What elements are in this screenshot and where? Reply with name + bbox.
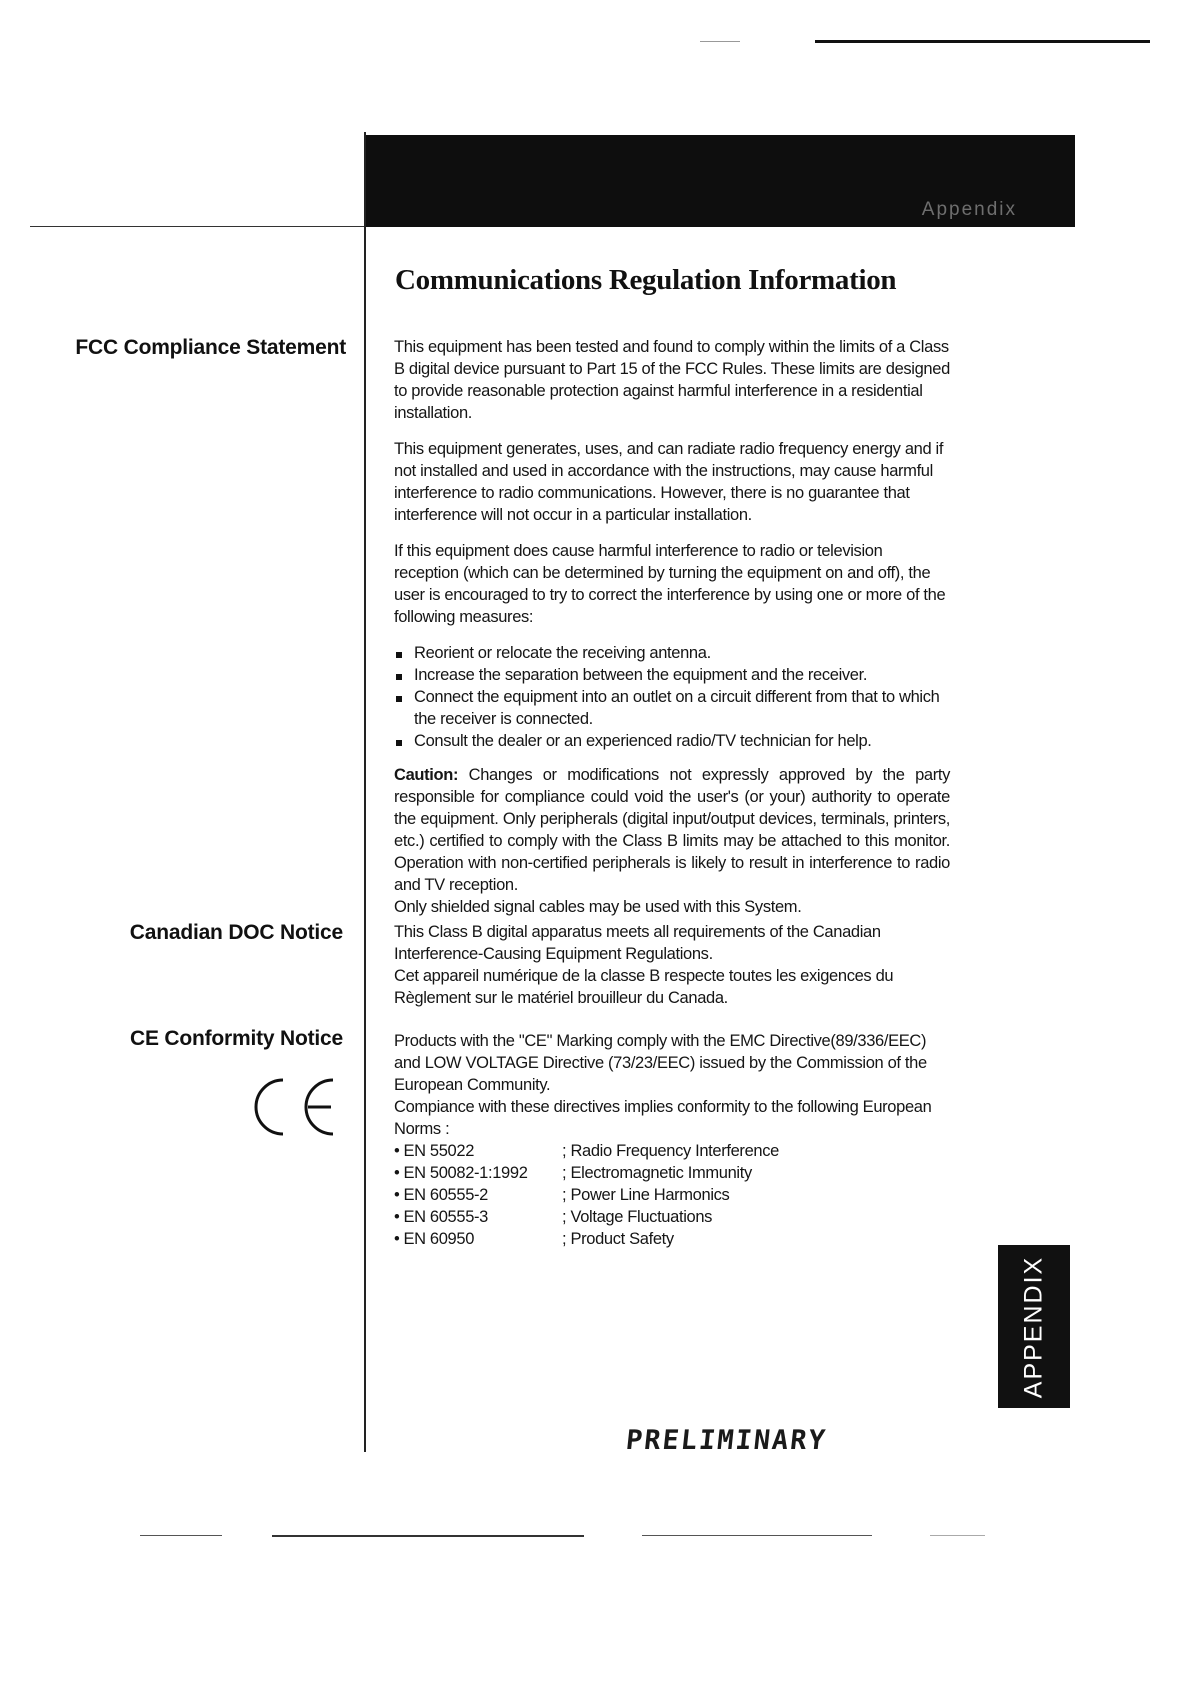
header-rule: [30, 226, 365, 227]
fcc-label: FCC Compliance Statement: [75, 336, 346, 359]
fcc-paragraph-2: This equipment generates, uses, and can radiate radio frequency energy and if not installed and used in accordance with the instructions, may cause harmful interference to radio communications. However, there is no guarantee that interference will not occur in a particular installation.: [394, 440, 944, 524]
ce-paragraph-2: Compiance with these directives implies conformity to the following European Norms :: [394, 1098, 932, 1138]
list-item: • EN 60555-2 ; Power Line Harmonics: [394, 1186, 730, 1204]
list-item: Increase the separation between the equipment and the receiver.: [394, 664, 950, 686]
bullet-square-icon: [396, 652, 402, 658]
doc-french: Cet appareil numérique de la classe B respecte toutes les exigences du Règlement sur le matériel brouilleur du Canada.: [394, 967, 894, 1007]
bullet-square-icon: [396, 696, 402, 702]
doc-english: This Class B digital apparatus meets all requirements of the Canadian Interference-Causing Equipment Regulations.: [394, 923, 881, 963]
caution-label: Caution:: [394, 766, 459, 784]
top-rule: [815, 40, 1150, 43]
page-title: Communications Regulation Information: [395, 264, 897, 296]
caution-text: Changes or modifications not expressly approved by the party responsible for compliance could void the user's (or your) authority to operate the equipment. Only peripherals (digital input/output devices, terminals, printers, etc.) certified to comply with the Class B limits may be attached to this monitor. Operation with non-certified peripherals is likely to result in interference to radio and TV reception.: [394, 766, 950, 894]
ce-label: CE Conformity Notice: [129, 1027, 343, 1050]
list-item: Consult the dealer or an experienced radio/TV technician for help.: [394, 730, 950, 752]
doc-section: [394, 921, 950, 1009]
list-item: • EN 60555-3 ; Voltage Fluctuations: [394, 1208, 713, 1226]
bottom-rule: [140, 1535, 222, 1536]
appendix-tab-label: APPENDIX: [1019, 1255, 1048, 1398]
fcc-section: [394, 336, 950, 918]
column-divider: [364, 132, 366, 1452]
shielded-note: Only shielded signal cables may be used with this System.: [394, 898, 802, 916]
fcc-paragraph-3: If this equipment does cause harmful interference to radio or television reception (which can be determined by turning the equipment on and off), the user is encouraged to try to correct the interference by using one or more of the following measures:: [394, 542, 946, 626]
top-faint-rule: [700, 41, 740, 42]
bottom-rule: [642, 1535, 872, 1536]
list-item: • EN 60950 ; Product Safety: [394, 1230, 674, 1248]
bullet-square-icon: [396, 740, 402, 746]
fcc-paragraph-1: This equipment has been tested and found to comply within the limits of a Class B digital device pursuant to Part 15 of the FCC Rules. These limits are designed to provide reasonable protection against harmful interference in a residential installation.: [394, 338, 950, 422]
ce-section: [394, 1030, 950, 1250]
header-bar: [365, 135, 1075, 227]
list-item: • EN 55022 ; Radio Frequency Interference: [394, 1142, 779, 1160]
bottom-rule: [930, 1535, 985, 1536]
caution-paragraph: [394, 764, 950, 896]
appendix-side-tab: [998, 1245, 1070, 1408]
list-item: • EN 50082-1:1992 ; Electromagnetic Immunity: [394, 1164, 752, 1182]
list-item: Reorient or relocate the receiving antenna.: [394, 642, 950, 664]
ce-paragraph-1: Products with the "CE" Marking comply with the EMC Directive(89/336/EEC) and LOW VOLTAGE Directive (73/23/EEC) issued by the Commission of the European Community.: [394, 1032, 927, 1094]
norms-list: [394, 1140, 950, 1250]
list-item: Connect the equipment into an outlet on a circuit different from that to which the receiver is connected.: [394, 686, 950, 730]
preliminary-stamp: PRELIMINARY: [624, 1425, 829, 1456]
bullet-square-icon: [396, 674, 402, 680]
measures-list: [394, 642, 950, 752]
doc-label: Canadian DOC Notice: [129, 921, 343, 944]
header-tab-text: Appendix: [921, 199, 1017, 220]
ce-logo: [245, 1072, 345, 1142]
bottom-rule: [272, 1535, 584, 1537]
